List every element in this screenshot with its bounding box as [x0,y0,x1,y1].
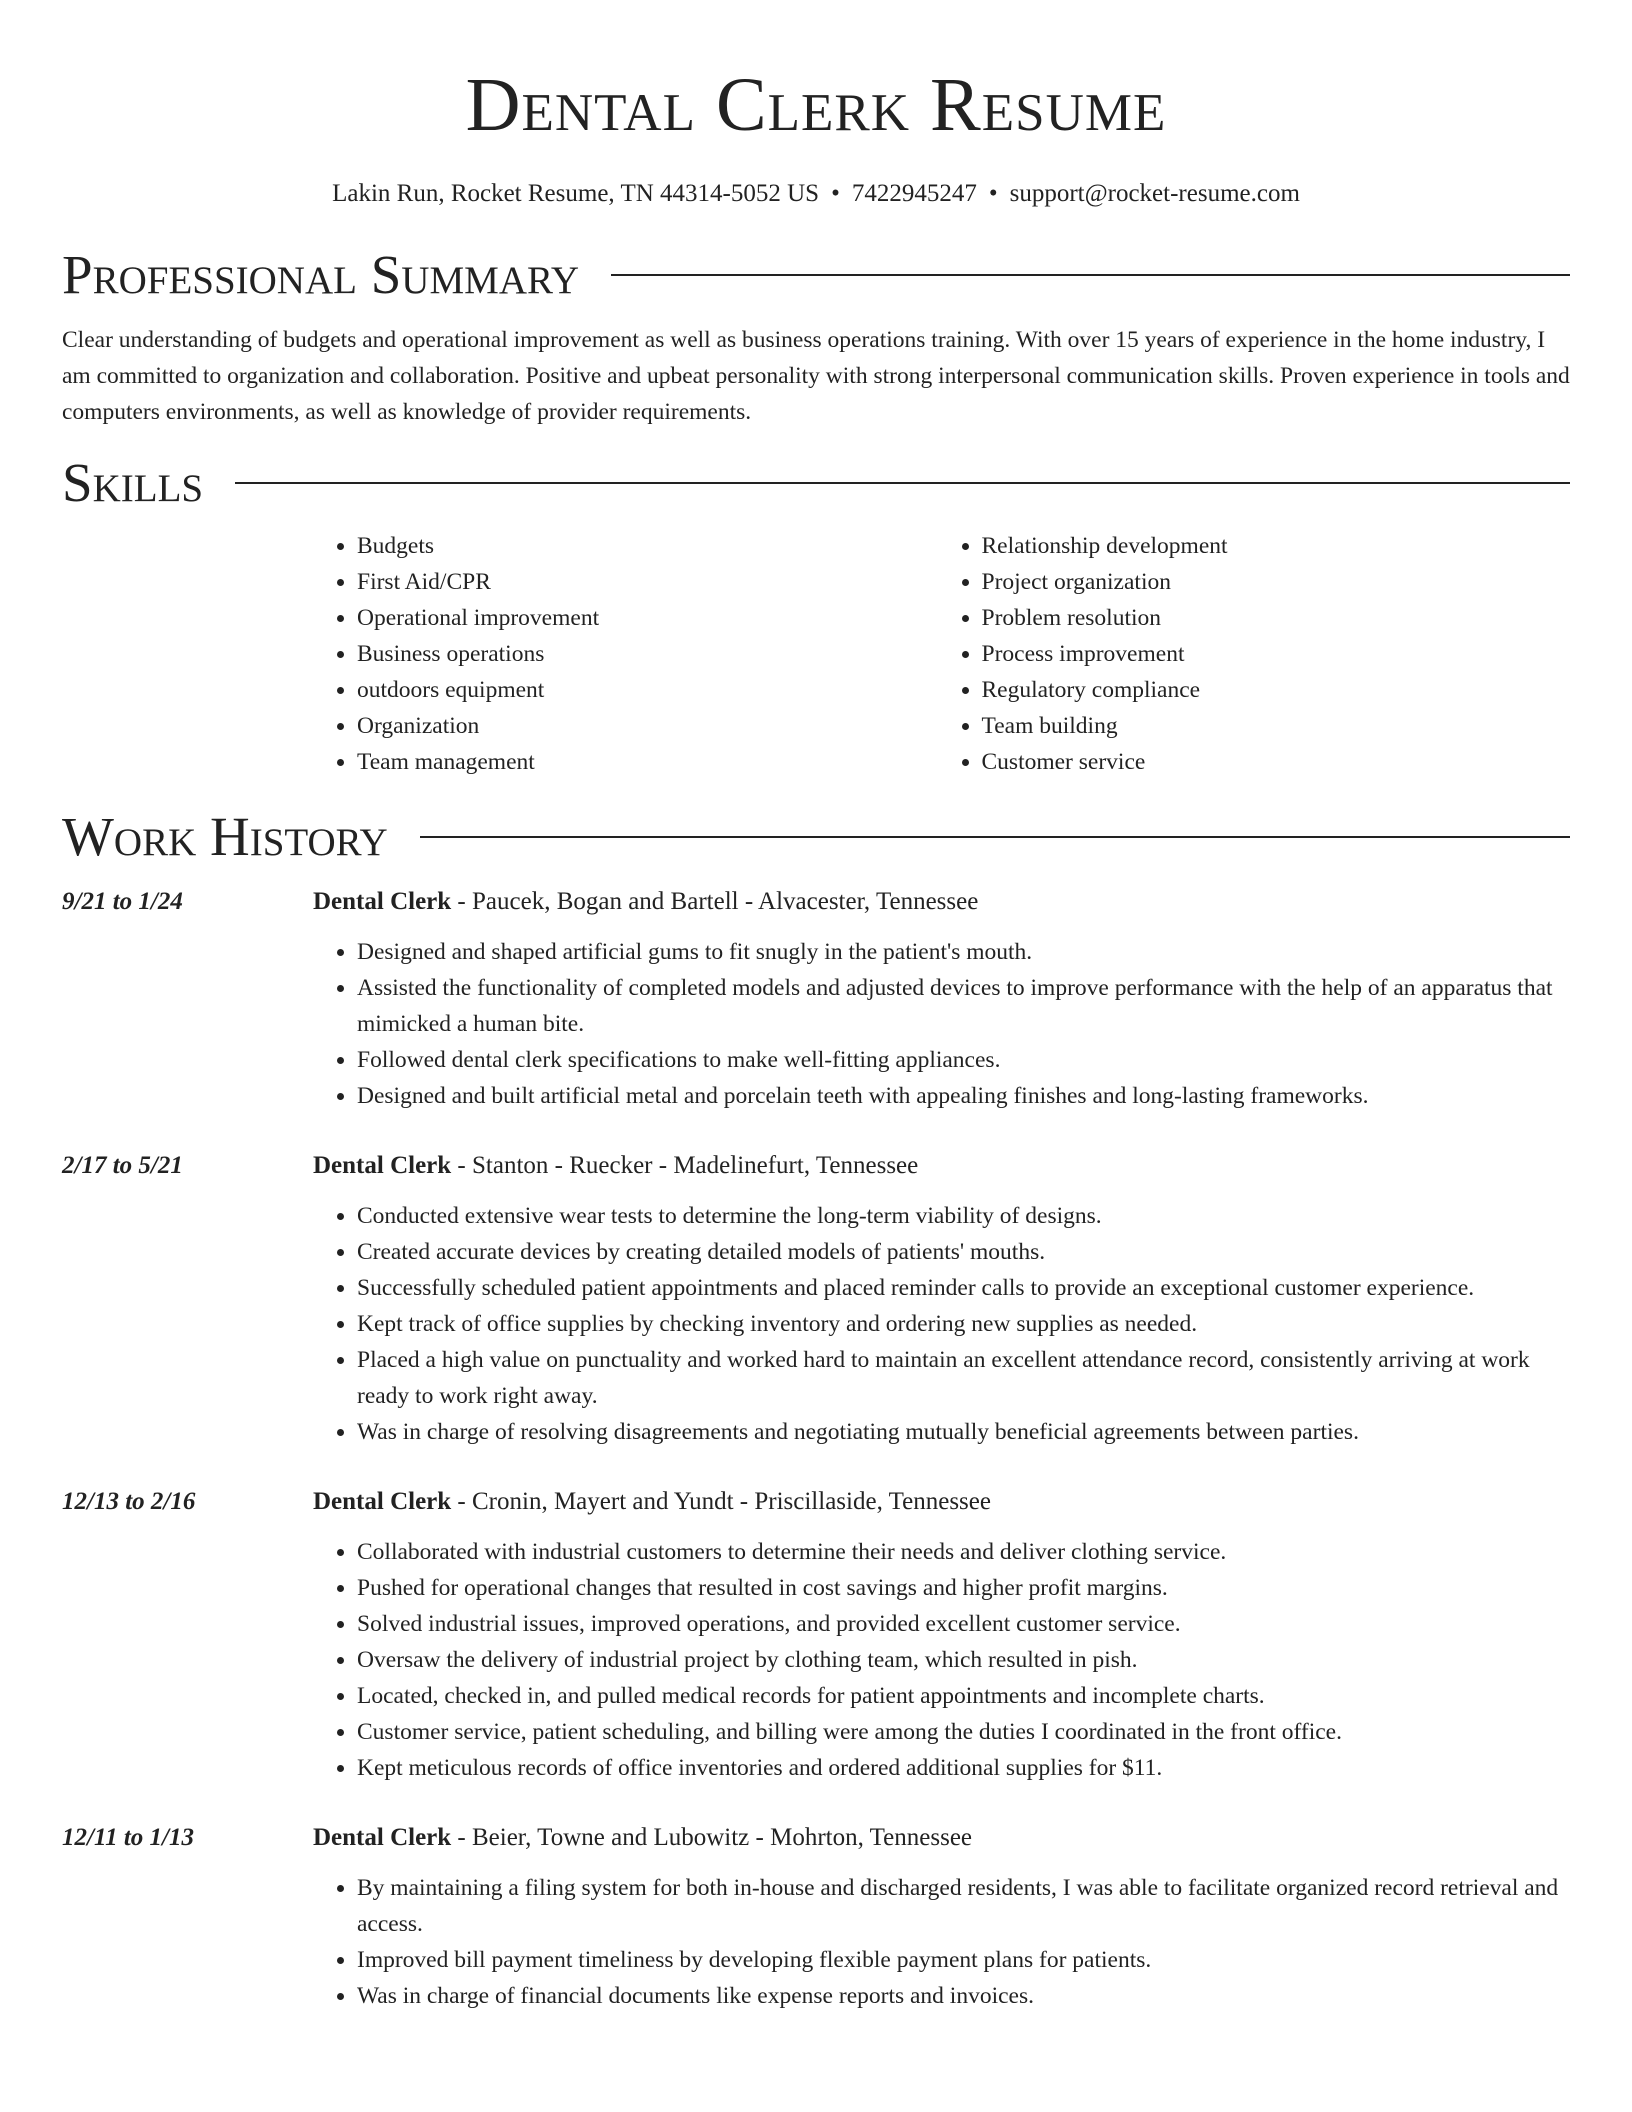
job-heading [313,1148,918,1184]
job-employer: - Cronin, Mayert and Yundt - Priscillaside, Tennessee [451,1488,991,1515]
section-divider [611,274,1570,276]
summary-heading: Professional Summary [62,244,580,305]
job-header-row [62,1148,1570,1184]
list-item: • Organization [357,708,938,744]
contact-address: Lakin Run, Rocket Resume, TN 44314-5052 US [332,180,820,207]
list-item: • Business operations [357,636,938,672]
work-history-list [62,884,1570,2014]
job-dates: 12/13 to 2/16 [62,1488,196,1515]
list-item: • Project organization [982,564,1563,600]
job-heading [313,1820,972,1856]
skills-list-right [938,528,1563,780]
list-item: • Was in charge of resolving disagreements and negotiating mutually beneficial agreements between parties. [357,1414,1562,1450]
list-item: • Regulatory compliance [982,672,1563,708]
list-item: • By maintaining a filing system for both in-house and discharged residents, I was able to facilitate organized record retrieval and access. [357,1870,1562,1942]
list-item: • Placed a high value on punctuality and worked hard to maintain an excellent attendance record, consistently arriving at work ready to work right away. [357,1342,1562,1414]
list-item: • Designed and built artificial metal and porcelain teeth with appealing finishes and long-lasting frameworks. [357,1078,1562,1114]
job-header-row [62,1484,1570,1520]
list-item: • Kept track of office supplies by checking inventory and ordering new supplies as needed. [357,1306,1562,1342]
list-item: • Located, checked in, and pulled medical records for patient appointments and incomplete charts. [357,1678,1562,1714]
contact-line [62,178,1570,210]
list-item: • Budgets [357,528,938,564]
list-item: • Successfully scheduled patient appointments and placed reminder calls to provide an exceptional customer experience. [357,1270,1562,1306]
list-item: • outdoors equipment [357,672,938,708]
job-title: Dental Clerk [313,1152,452,1179]
contact-phone: 7422945247 [851,180,977,207]
job-heading [313,1484,991,1520]
list-item: • Customer service, patient scheduling, and billing were among the duties I coordinated in the front office. [357,1714,1562,1750]
summary-section-header [62,244,1570,306]
list-item: • Oversaw the delivery of industrial project by clothing team, which resulted in pish. [357,1642,1562,1678]
skills-section-header [62,452,1570,514]
list-item: • Was in charge of financial documents like expense reports and invoices. [357,1978,1562,2014]
list-item: • Conducted extensive wear tests to determine the long-term viability of designs. [357,1198,1562,1234]
job-bullets [313,1870,1562,2014]
job-entry [62,1484,1570,1786]
list-item: • Operational improvement [357,600,938,636]
job-bullets [313,1534,1562,1786]
list-item: • Team management [357,744,938,780]
list-item: • Pushed for operational changes that resulted in cost savings and higher profit margins. [357,1570,1562,1606]
list-item: • Team building [982,708,1563,744]
job-employer: - Stanton - Ruecker - Madelinefurt, Tennessee [451,1152,919,1179]
contact-email: support@rocket-resume.com [1009,180,1300,207]
list-item: • Problem resolution [982,600,1563,636]
page-title: Dental Clerk Resume [465,63,1167,147]
job-bullets [313,934,1562,1114]
list-item: • Relationship development [982,528,1563,564]
job-bullets [313,1198,1562,1450]
contact-separator: • [988,180,998,207]
job-dates: 9/21 to 1/24 [62,888,183,915]
job-entry [62,1820,1570,2014]
job-entry [62,1148,1570,1450]
contact-separator: • [831,180,840,207]
work-section-header [62,806,1570,868]
job-entry [62,884,1570,1114]
job-heading [313,884,978,920]
list-item: • Improved bill payment timeliness by developing flexible payment plans for patients. [357,1942,1562,1978]
list-item: • Customer service [982,744,1563,780]
list-item: • Process improvement [982,636,1563,672]
job-dates: 12/11 to 1/13 [62,1824,194,1851]
job-employer: - Paucek, Bogan and Bartell - Alvacester, Tennessee [451,888,979,915]
work-heading: Work History [62,806,388,867]
list-item: • Created accurate devices by creating detailed models of patients' mouths. [357,1234,1562,1270]
list-item: • Kept meticulous records of office inventories and ordered additional supplies for $11. [357,1750,1562,1786]
list-item: • Designed and shaped artificial gums to fit snugly in the patient's mouth. [357,934,1562,970]
summary-text: Clear understanding of budgets and operational improvement as well as business operations training. With over 15 years of experience in the home industry, I am committed to organization and collaboration. Positive and upbeat personality with strong interpersonal communication skills. Proven experience in tools and computers environments, as well as knowledge of provider requirements. [62,327,1570,425]
section-divider [420,836,1570,838]
list-item: • First Aid/CPR [357,564,938,600]
job-title: Dental Clerk [313,1488,452,1515]
section-divider [235,482,1570,484]
skills-columns [313,528,1562,780]
job-header-row [62,884,1570,920]
list-item: • Solved industrial issues, improved operations, and provided excellent customer service. [357,1606,1562,1642]
job-employer: - Beier, Towne and Lubowitz - Mohrton, Tennessee [451,1824,973,1851]
job-title: Dental Clerk [313,1824,452,1851]
list-item: • Collaborated with industrial customers to determine their needs and deliver clothing service. [357,1534,1562,1570]
job-dates: 2/17 to 5/21 [62,1152,183,1179]
job-header-row [62,1820,1570,1856]
list-item: • Assisted the functionality of completed models and adjusted devices to improve performance with the help of an apparatus that mimicked a human bite. [357,970,1562,1042]
skills-list-left [313,528,938,780]
list-item: • Followed dental clerk specifications to make well-fitting appliances. [357,1042,1562,1078]
skills-heading: Skills [62,452,204,513]
job-title: Dental Clerk [313,888,452,915]
